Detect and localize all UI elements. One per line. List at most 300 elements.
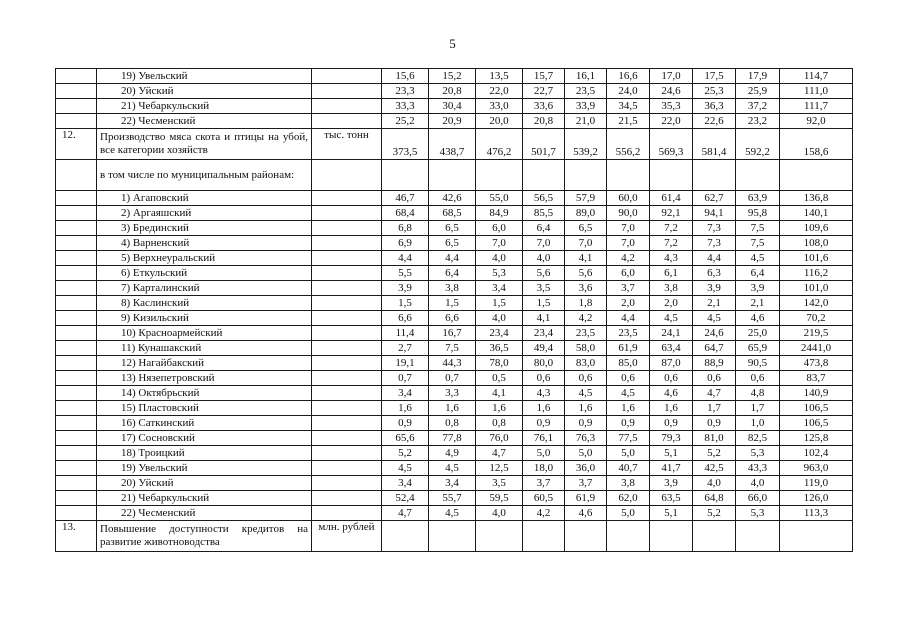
- value-cell: 7,3: [693, 236, 736, 251]
- table-row: [56, 160, 853, 191]
- value-cell: 68,4: [382, 206, 429, 221]
- value-cell: 20,0: [476, 114, 523, 129]
- table-row: [56, 221, 853, 236]
- indicator-name-cell: 1) Агаповский: [97, 191, 312, 206]
- unit-cell: [312, 251, 382, 266]
- unit-cell: [312, 476, 382, 491]
- value-cell: 963,0: [780, 461, 853, 476]
- value-cell: 1,6: [382, 401, 429, 416]
- value-cell: 569,3: [650, 129, 693, 160]
- row-number-cell: [56, 506, 97, 521]
- value-cell: 5,2: [382, 446, 429, 461]
- value-cell: 6,0: [607, 266, 650, 281]
- value-cell: 0,5: [476, 371, 523, 386]
- value-cell: 7,0: [565, 236, 607, 251]
- indicator-name-cell: 12) Нагайбакский: [97, 356, 312, 371]
- table-row: [56, 371, 853, 386]
- value-cell: 3,9: [693, 281, 736, 296]
- value-cell: 1,6: [476, 401, 523, 416]
- value-cell: [736, 160, 780, 191]
- row-number-cell: [56, 281, 97, 296]
- indicator-name-cell: 4) Варненский: [97, 236, 312, 251]
- value-cell: 0,7: [429, 371, 476, 386]
- value-cell: 37,2: [736, 99, 780, 114]
- row-number-cell: [56, 69, 97, 84]
- value-cell: [523, 521, 565, 552]
- value-cell: 6,5: [565, 221, 607, 236]
- table-row: [56, 341, 853, 356]
- value-cell: 89,0: [565, 206, 607, 221]
- value-cell: 7,2: [650, 236, 693, 251]
- value-cell: 21,0: [565, 114, 607, 129]
- value-cell: 7,5: [429, 341, 476, 356]
- value-cell: 4,0: [736, 476, 780, 491]
- value-cell: 40,7: [607, 461, 650, 476]
- table-row: [56, 99, 853, 114]
- unit-cell: [312, 266, 382, 281]
- value-cell: 0,9: [693, 416, 736, 431]
- unit-cell: [312, 114, 382, 129]
- value-cell: 62,0: [607, 491, 650, 506]
- value-cell: 0,6: [650, 371, 693, 386]
- value-cell: 24,6: [650, 84, 693, 99]
- row-number-cell: 13.: [56, 521, 97, 552]
- value-cell: 7,5: [736, 236, 780, 251]
- value-cell: [382, 521, 429, 552]
- value-cell: 0,6: [607, 371, 650, 386]
- value-cell: 52,4: [382, 491, 429, 506]
- row-number-cell: [56, 326, 97, 341]
- value-cell: [476, 521, 523, 552]
- table-section-row: [56, 129, 853, 160]
- value-cell: 119,0: [780, 476, 853, 491]
- row-number-cell: [56, 386, 97, 401]
- value-cell: 4,5: [736, 251, 780, 266]
- value-cell: 17,9: [736, 69, 780, 84]
- value-cell: 125,8: [780, 431, 853, 446]
- value-cell: 7,0: [607, 236, 650, 251]
- value-cell: 65,6: [382, 431, 429, 446]
- value-cell: 7,3: [693, 221, 736, 236]
- value-cell: 4,8: [736, 386, 780, 401]
- value-cell: 17,0: [650, 69, 693, 84]
- indicator-name-cell: 22) Чесменский: [97, 506, 312, 521]
- value-cell: 4,9: [429, 446, 476, 461]
- value-cell: 0,9: [382, 416, 429, 431]
- table-row: [56, 84, 853, 99]
- value-cell: 108,0: [780, 236, 853, 251]
- value-cell: 3,6: [565, 281, 607, 296]
- value-cell: 46,7: [382, 191, 429, 206]
- value-cell: 61,9: [607, 341, 650, 356]
- value-cell: 2,7: [382, 341, 429, 356]
- value-cell: 6,4: [736, 266, 780, 281]
- table-row: [56, 431, 853, 446]
- value-cell: 4,1: [565, 251, 607, 266]
- indicator-name-cell: 3) Брединский: [97, 221, 312, 236]
- table-row: [56, 266, 853, 281]
- unit-cell: [312, 99, 382, 114]
- value-cell: 4,5: [429, 461, 476, 476]
- indicator-name-cell: 18) Троицкий: [97, 446, 312, 461]
- value-cell: [607, 521, 650, 552]
- row-number-cell: [56, 356, 97, 371]
- value-cell: 3,9: [382, 281, 429, 296]
- table-row: [56, 416, 853, 431]
- row-number-cell: [56, 251, 97, 266]
- value-cell: 6,3: [693, 266, 736, 281]
- row-number-cell: [56, 341, 97, 356]
- value-cell: 5,5: [382, 266, 429, 281]
- value-cell: 23,4: [523, 326, 565, 341]
- table-row: [56, 356, 853, 371]
- value-cell: 33,3: [382, 99, 429, 114]
- unit-cell: [312, 281, 382, 296]
- unit-cell: [312, 356, 382, 371]
- value-cell: 0,9: [523, 416, 565, 431]
- value-cell: 5,0: [523, 446, 565, 461]
- value-cell: 7,2: [650, 221, 693, 236]
- value-cell: 6,5: [429, 221, 476, 236]
- value-cell: 4,1: [523, 311, 565, 326]
- value-cell: 4,5: [650, 311, 693, 326]
- table-row: [56, 491, 853, 506]
- value-cell: 90,0: [607, 206, 650, 221]
- value-cell: 4,3: [650, 251, 693, 266]
- indicator-name-cell: 7) Карталинский: [97, 281, 312, 296]
- indicator-name-cell: 6) Еткульский: [97, 266, 312, 281]
- unit-cell: [312, 206, 382, 221]
- indicator-name-cell: 11) Кунашакский: [97, 341, 312, 356]
- row-number-cell: [56, 371, 97, 386]
- value-cell: 111,0: [780, 84, 853, 99]
- value-cell: 126,0: [780, 491, 853, 506]
- value-cell: 1,6: [565, 401, 607, 416]
- value-cell: 4,4: [429, 251, 476, 266]
- value-cell: 4,5: [382, 461, 429, 476]
- value-cell: 17,5: [693, 69, 736, 84]
- unit-cell: [312, 401, 382, 416]
- value-cell: 0,6: [565, 371, 607, 386]
- value-cell: 18,0: [523, 461, 565, 476]
- value-cell: 87,0: [650, 356, 693, 371]
- value-cell: [736, 521, 780, 552]
- value-cell: 57,9: [565, 191, 607, 206]
- row-number-cell: [56, 114, 97, 129]
- table-section-row: [56, 521, 853, 552]
- value-cell: 13,5: [476, 69, 523, 84]
- value-cell: 60,5: [523, 491, 565, 506]
- value-cell: 22,0: [650, 114, 693, 129]
- value-cell: 24,6: [693, 326, 736, 341]
- value-cell: 3,8: [650, 281, 693, 296]
- value-cell: 4,7: [476, 446, 523, 461]
- value-cell: 0,6: [736, 371, 780, 386]
- value-cell: [382, 160, 429, 191]
- row-number-cell: [56, 191, 97, 206]
- value-cell: [780, 160, 853, 191]
- value-cell: 1,5: [476, 296, 523, 311]
- value-cell: 4,4: [693, 251, 736, 266]
- value-cell: 5,3: [736, 446, 780, 461]
- value-cell: 106,5: [780, 416, 853, 431]
- row-number-cell: [56, 206, 97, 221]
- value-cell: 106,5: [780, 401, 853, 416]
- value-cell: 158,6: [780, 129, 853, 160]
- value-cell: 3,7: [565, 476, 607, 491]
- value-cell: 62,7: [693, 191, 736, 206]
- value-cell: 85,0: [607, 356, 650, 371]
- value-cell: [693, 160, 736, 191]
- value-cell: 25,3: [693, 84, 736, 99]
- value-cell: 78,0: [476, 356, 523, 371]
- value-cell: 5,1: [650, 446, 693, 461]
- value-cell: 15,7: [523, 69, 565, 84]
- indicator-name-cell: 17) Сосновский: [97, 431, 312, 446]
- unit-cell: [312, 296, 382, 311]
- value-cell: 4,4: [382, 251, 429, 266]
- unit-cell: [312, 69, 382, 84]
- value-cell: 76,3: [565, 431, 607, 446]
- value-cell: 24,1: [650, 326, 693, 341]
- table-row: [56, 461, 853, 476]
- table-row: [56, 401, 853, 416]
- table-row: [56, 251, 853, 266]
- value-cell: 56,5: [523, 191, 565, 206]
- value-cell: 6,6: [382, 311, 429, 326]
- value-cell: 4,3: [523, 386, 565, 401]
- unit-cell: млн. рублей: [312, 521, 382, 552]
- value-cell: 373,5: [382, 129, 429, 160]
- value-cell: [429, 521, 476, 552]
- value-cell: 64,8: [693, 491, 736, 506]
- value-cell: 4,0: [523, 251, 565, 266]
- value-cell: 109,6: [780, 221, 853, 236]
- value-cell: 116,2: [780, 266, 853, 281]
- value-cell: 16,1: [565, 69, 607, 84]
- value-cell: 4,2: [565, 311, 607, 326]
- table-row: [56, 206, 853, 221]
- value-cell: 61,9: [565, 491, 607, 506]
- value-cell: 20,9: [429, 114, 476, 129]
- row-number-cell: [56, 491, 97, 506]
- value-cell: 5,2: [693, 506, 736, 521]
- row-number-cell: [56, 461, 97, 476]
- value-cell: 77,8: [429, 431, 476, 446]
- value-cell: 4,5: [693, 311, 736, 326]
- value-cell: 63,4: [650, 341, 693, 356]
- indicator-name-cell: 9) Кизильский: [97, 311, 312, 326]
- indicator-name-cell: 21) Чебаркульский: [97, 491, 312, 506]
- value-cell: 2,0: [650, 296, 693, 311]
- value-cell: 7,0: [607, 221, 650, 236]
- value-cell: 1,7: [693, 401, 736, 416]
- value-cell: 140,1: [780, 206, 853, 221]
- value-cell: 5,2: [693, 446, 736, 461]
- unit-cell: [312, 446, 382, 461]
- value-cell: 581,4: [693, 129, 736, 160]
- value-cell: 5,6: [565, 266, 607, 281]
- value-cell: 0,8: [429, 416, 476, 431]
- unit-cell: [312, 160, 382, 191]
- value-cell: 16,6: [607, 69, 650, 84]
- value-cell: 55,7: [429, 491, 476, 506]
- value-cell: 0,9: [607, 416, 650, 431]
- indicator-name-cell: 5) Верхнеуральский: [97, 251, 312, 266]
- value-cell: 5,0: [607, 446, 650, 461]
- value-cell: 3,9: [736, 281, 780, 296]
- value-cell: [780, 521, 853, 552]
- value-cell: 1,5: [429, 296, 476, 311]
- value-cell: 3,5: [523, 281, 565, 296]
- value-cell: 94,1: [693, 206, 736, 221]
- value-cell: 41,7: [650, 461, 693, 476]
- value-cell: [565, 521, 607, 552]
- indicator-name-cell: 20) Уйский: [97, 476, 312, 491]
- table-row: [56, 296, 853, 311]
- value-cell: 3,7: [607, 281, 650, 296]
- table-row: [56, 311, 853, 326]
- value-cell: 136,8: [780, 191, 853, 206]
- value-cell: 6,4: [429, 266, 476, 281]
- value-cell: 7,0: [476, 236, 523, 251]
- value-cell: 84,9: [476, 206, 523, 221]
- value-cell: 23,5: [607, 326, 650, 341]
- unit-cell: [312, 491, 382, 506]
- value-cell: 15,2: [429, 69, 476, 84]
- value-cell: 34,5: [607, 99, 650, 114]
- value-cell: 22,0: [476, 84, 523, 99]
- value-cell: 82,5: [736, 431, 780, 446]
- table-row: [56, 191, 853, 206]
- value-cell: 5,0: [607, 506, 650, 521]
- value-cell: 19,1: [382, 356, 429, 371]
- value-cell: 25,0: [736, 326, 780, 341]
- value-cell: 0,9: [650, 416, 693, 431]
- table-row: [56, 69, 853, 84]
- value-cell: 4,0: [476, 251, 523, 266]
- value-cell: 92,1: [650, 206, 693, 221]
- value-cell: 6,6: [429, 311, 476, 326]
- value-cell: 65,9: [736, 341, 780, 356]
- value-cell: 1,8: [565, 296, 607, 311]
- value-cell: 23,5: [565, 326, 607, 341]
- value-cell: 23,3: [382, 84, 429, 99]
- value-cell: 114,7: [780, 69, 853, 84]
- unit-cell: [312, 506, 382, 521]
- value-cell: 22,6: [693, 114, 736, 129]
- value-cell: 3,4: [382, 386, 429, 401]
- unit-cell: [312, 461, 382, 476]
- value-cell: 5,6: [523, 266, 565, 281]
- value-cell: 7,0: [523, 236, 565, 251]
- value-cell: 1,5: [382, 296, 429, 311]
- value-cell: 102,4: [780, 446, 853, 461]
- indicator-name-cell: 2) Аргаяшский: [97, 206, 312, 221]
- value-cell: [650, 521, 693, 552]
- value-cell: 63,5: [650, 491, 693, 506]
- value-cell: 79,3: [650, 431, 693, 446]
- table-row: [56, 326, 853, 341]
- value-cell: 4,5: [607, 386, 650, 401]
- value-cell: 70,2: [780, 311, 853, 326]
- value-cell: 501,7: [523, 129, 565, 160]
- indicator-name-cell: Повышение доступности кредитов на развитие животноводства: [97, 521, 312, 552]
- value-cell: 20,8: [523, 114, 565, 129]
- value-cell: 539,2: [565, 129, 607, 160]
- value-cell: 92,0: [780, 114, 853, 129]
- value-cell: 23,4: [476, 326, 523, 341]
- value-cell: 4,6: [736, 311, 780, 326]
- value-cell: 6,8: [382, 221, 429, 236]
- value-cell: 3,8: [429, 281, 476, 296]
- value-cell: 33,9: [565, 99, 607, 114]
- value-cell: 25,9: [736, 84, 780, 99]
- row-number-cell: [56, 401, 97, 416]
- value-cell: 5,3: [736, 506, 780, 521]
- row-number-cell: [56, 446, 97, 461]
- value-cell: 0,8: [476, 416, 523, 431]
- value-cell: 43,3: [736, 461, 780, 476]
- value-cell: 20,8: [429, 84, 476, 99]
- value-cell: 35,3: [650, 99, 693, 114]
- value-cell: 5,0: [565, 446, 607, 461]
- value-cell: 0,6: [523, 371, 565, 386]
- value-cell: 4,6: [650, 386, 693, 401]
- value-cell: 556,2: [607, 129, 650, 160]
- unit-cell: тыс. тонн: [312, 129, 382, 160]
- value-cell: [523, 160, 565, 191]
- value-cell: 3,4: [429, 476, 476, 491]
- unit-cell: [312, 221, 382, 236]
- value-cell: 3,9: [650, 476, 693, 491]
- value-cell: 4,2: [607, 251, 650, 266]
- value-cell: 5,1: [650, 506, 693, 521]
- value-cell: 63,9: [736, 191, 780, 206]
- value-cell: 64,7: [693, 341, 736, 356]
- value-cell: 4,5: [429, 506, 476, 521]
- indicator-name-cell: 13) Нязепетровский: [97, 371, 312, 386]
- value-cell: 101,6: [780, 251, 853, 266]
- value-cell: 3,4: [382, 476, 429, 491]
- value-cell: 113,3: [780, 506, 853, 521]
- indicator-name-cell: 19) Увельский: [97, 461, 312, 476]
- value-cell: 4,4: [607, 311, 650, 326]
- row-number-cell: [56, 236, 97, 251]
- value-cell: 23,5: [565, 84, 607, 99]
- indicator-name-cell: 10) Красноармейский: [97, 326, 312, 341]
- value-cell: 140,9: [780, 386, 853, 401]
- value-cell: 33,6: [523, 99, 565, 114]
- page-number: 5: [449, 36, 456, 51]
- livestock-statistics-table: [55, 68, 853, 552]
- value-cell: 36,3: [693, 99, 736, 114]
- value-cell: 15,6: [382, 69, 429, 84]
- value-cell: 4,0: [693, 476, 736, 491]
- value-cell: 476,2: [476, 129, 523, 160]
- value-cell: 90,5: [736, 356, 780, 371]
- row-number-cell: [56, 431, 97, 446]
- value-cell: [607, 160, 650, 191]
- value-cell: 3,4: [476, 281, 523, 296]
- value-cell: 4,7: [693, 386, 736, 401]
- value-cell: 30,4: [429, 99, 476, 114]
- value-cell: 44,3: [429, 356, 476, 371]
- value-cell: 0,7: [382, 371, 429, 386]
- row-number-cell: [56, 296, 97, 311]
- value-cell: 3,3: [429, 386, 476, 401]
- indicator-name-cell: 21) Чебаркульский: [97, 99, 312, 114]
